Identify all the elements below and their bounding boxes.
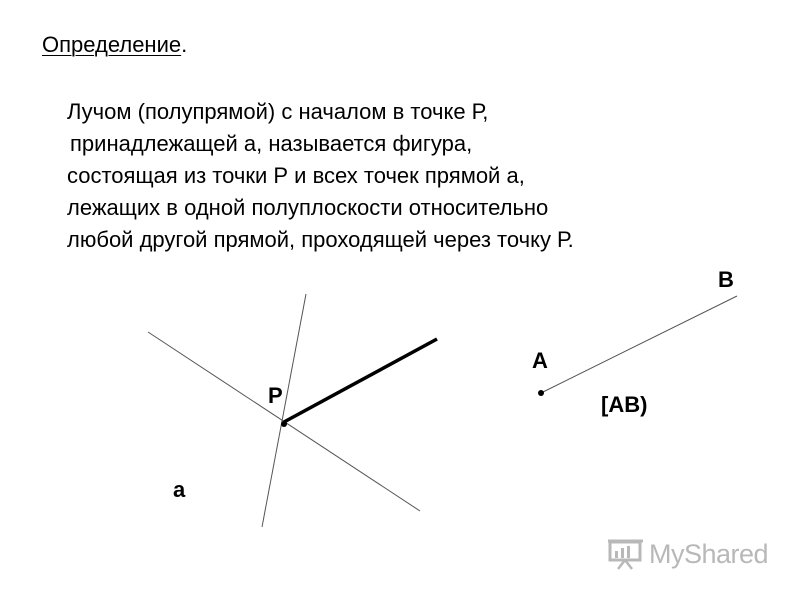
definition-line-5: любой другой прямой, проходящей через точку Р. [67, 227, 574, 252]
ray-from-p [284, 339, 437, 422]
definition-line-4: лежащих в одной полуплоскости относительно [67, 195, 549, 220]
watermark-text: MyShared [649, 538, 769, 569]
point-p [281, 421, 287, 427]
label-line-a: а [173, 477, 186, 502]
label-point-a: А [532, 348, 548, 373]
heading-word: Определение [42, 32, 182, 57]
label-point-p: Р [268, 383, 283, 408]
watermark [607, 537, 768, 571]
presentation-board-icon [607, 538, 645, 570]
definition-line-1: Лучом (полупрямой) с началом в точке Р, [67, 99, 489, 124]
label-ray-ab: [АВ) [601, 392, 648, 417]
heading-punct: . [181, 32, 188, 57]
definition-line-2: принадлежащей а, называется фигура, [70, 131, 473, 156]
secant-line [262, 294, 306, 527]
definition-line-3: состоящая из точки Р и всех точек прямой а, [67, 163, 525, 188]
label-point-b: В [718, 267, 734, 292]
ray-ab [543, 296, 737, 392]
point-a [538, 390, 544, 396]
